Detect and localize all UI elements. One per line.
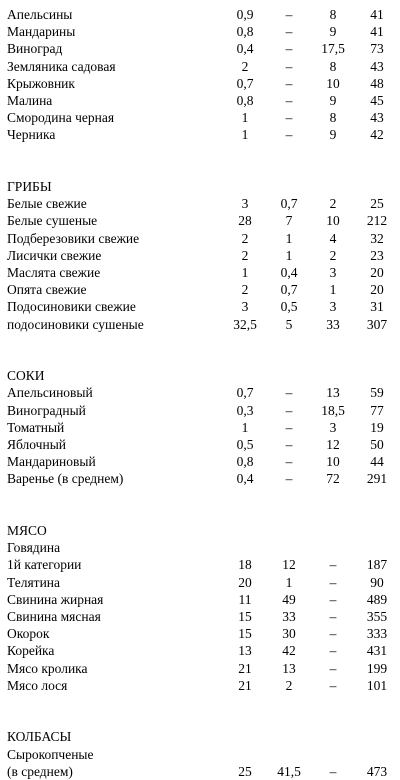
product-name: Мясо лося bbox=[7, 677, 68, 693]
table-row bbox=[0, 625, 400, 642]
value-cell-v1: 15 bbox=[238, 626, 252, 642]
value-cell-v3: 3 bbox=[329, 419, 337, 435]
product-name: Апельсины bbox=[7, 7, 73, 22]
value-cell-v2: – bbox=[285, 419, 293, 435]
product-name: Смородина черная bbox=[7, 110, 115, 126]
product-name: Мандариновый bbox=[7, 454, 96, 470]
value-cell-v1: 2 bbox=[241, 247, 249, 263]
value-cell-v1: 13 bbox=[238, 643, 252, 659]
value-cell-v4: 42 bbox=[370, 127, 384, 143]
value-cell-v3: 9 bbox=[329, 127, 337, 143]
value-cell-v2: – bbox=[285, 471, 293, 487]
product-name: Сырокопченые bbox=[7, 746, 94, 762]
table-row bbox=[0, 436, 400, 453]
product-name: (в среднем) bbox=[7, 763, 73, 779]
table-row bbox=[0, 763, 400, 780]
value-cell-v1: 3 bbox=[241, 299, 249, 315]
product-name: Земляника садовая bbox=[7, 58, 116, 74]
value-cell-v3: 10 bbox=[326, 213, 340, 229]
product-name: Малина bbox=[7, 93, 53, 108]
value-cell-v4: 73 bbox=[370, 41, 384, 57]
section-heading bbox=[0, 522, 400, 539]
product-name: Свинина мясная bbox=[7, 609, 101, 624]
value-cell-v2: – bbox=[285, 127, 293, 143]
value-cell-v2: 7 bbox=[285, 213, 293, 229]
value-cell-v3: 12 bbox=[326, 437, 340, 452]
value-cell-v2: 1 bbox=[285, 574, 293, 590]
table-row bbox=[0, 470, 400, 487]
value-cell-v2: – bbox=[285, 385, 293, 401]
value-cell-v3: 8 bbox=[329, 110, 337, 126]
value-cell-v3: – bbox=[329, 763, 337, 779]
value-cell-v3: – bbox=[329, 660, 337, 676]
value-cell-v1: 0,7 bbox=[236, 385, 254, 401]
value-cell-v2: – bbox=[285, 437, 293, 452]
table-row bbox=[0, 40, 400, 57]
table-row bbox=[0, 23, 400, 40]
value-cell-v1: 0,8 bbox=[236, 24, 254, 40]
table-row bbox=[0, 6, 400, 23]
value-cell-v2: 2 bbox=[285, 677, 293, 693]
value-cell-v2: 5 bbox=[285, 316, 293, 332]
product-name: Маслята свежие bbox=[7, 265, 101, 280]
value-cell-v4: 43 bbox=[370, 110, 384, 126]
value-cell-v3: 8 bbox=[329, 58, 337, 74]
value-cell-v4: 212 bbox=[366, 213, 388, 229]
section-heading-text: ГРИБЫ bbox=[7, 179, 52, 194]
value-cell-v3: 8 bbox=[329, 7, 337, 22]
value-cell-v4: 489 bbox=[366, 591, 388, 607]
value-cell-v3: – bbox=[329, 609, 337, 624]
section-heading-text: МЯСО bbox=[7, 523, 47, 538]
product-name: Яблочный bbox=[7, 437, 66, 452]
value-cell-v2: 33 bbox=[282, 609, 296, 624]
value-cell-v3: 33 bbox=[326, 316, 340, 332]
table-row bbox=[0, 230, 400, 247]
value-cell-v3: 3 bbox=[329, 265, 337, 280]
value-cell-v4: 101 bbox=[366, 677, 388, 693]
value-cell-v2: 0,5 bbox=[280, 299, 298, 315]
value-cell-v3: 9 bbox=[329, 93, 337, 108]
value-cell-v2: – bbox=[285, 24, 293, 40]
value-cell-v4: 355 bbox=[366, 609, 388, 624]
table-row bbox=[0, 402, 400, 419]
value-cell-v3: 2 bbox=[329, 196, 337, 212]
value-cell-v2: 12 bbox=[282, 557, 296, 573]
table-row bbox=[0, 453, 400, 470]
section-heading bbox=[0, 728, 400, 745]
value-cell-v3: – bbox=[329, 574, 337, 590]
value-cell-v1: 2 bbox=[241, 282, 249, 298]
value-cell-v4: 307 bbox=[366, 316, 388, 332]
value-cell-v3: 1 bbox=[329, 282, 337, 298]
table-row bbox=[0, 109, 400, 126]
value-cell-v4: 431 bbox=[366, 643, 388, 659]
value-cell-v2: 0,7 bbox=[280, 196, 298, 212]
product-name: Белые сушеные bbox=[7, 213, 98, 229]
value-cell-v4: 32 bbox=[370, 230, 384, 246]
value-cell-v1: 3 bbox=[241, 196, 249, 212]
value-cell-v1: 1 bbox=[241, 110, 249, 126]
table-row bbox=[0, 247, 400, 264]
section-heading-text: СОКИ bbox=[7, 368, 45, 384]
value-cell-v4: 19 bbox=[370, 419, 384, 435]
value-cell-v3: 17,5 bbox=[321, 41, 345, 57]
value-cell-v2: – bbox=[285, 75, 293, 91]
value-cell-v3: 3 bbox=[329, 299, 337, 315]
value-cell-v3: 10 bbox=[326, 75, 340, 91]
table-row bbox=[0, 126, 400, 143]
value-cell-v4: 41 bbox=[370, 7, 384, 22]
value-cell-v1: 0,5 bbox=[236, 437, 254, 452]
value-cell-v4: 333 bbox=[366, 626, 388, 642]
product-name: Томатный bbox=[7, 419, 65, 435]
value-cell-v2: 0,7 bbox=[280, 282, 298, 298]
value-cell-v2: 41,5 bbox=[277, 763, 301, 779]
value-cell-v1: 20 bbox=[238, 574, 252, 590]
table-row bbox=[0, 591, 400, 608]
value-cell-v3: 10 bbox=[326, 454, 340, 470]
value-cell-v4: 50 bbox=[370, 437, 384, 452]
value-cell-v2: – bbox=[285, 58, 293, 74]
product-name: Крыжовник bbox=[7, 75, 75, 91]
value-cell-v4: 77 bbox=[370, 402, 384, 418]
table-row bbox=[0, 660, 400, 677]
value-cell-v4: 44 bbox=[370, 454, 384, 470]
value-cell-v1: 18 bbox=[238, 557, 252, 573]
value-cell-v4: 31 bbox=[370, 299, 384, 315]
value-cell-v1: 32,5 bbox=[233, 316, 257, 332]
table-row bbox=[0, 195, 400, 212]
table-row bbox=[0, 75, 400, 92]
value-cell-v2: 30 bbox=[282, 626, 296, 642]
table-row bbox=[0, 281, 400, 298]
value-cell-v2: 1 bbox=[285, 247, 293, 263]
table-row bbox=[0, 419, 400, 436]
product-name: Подберезовики свежие bbox=[7, 230, 140, 246]
value-cell-v1: 1 bbox=[241, 265, 249, 280]
table-row bbox=[0, 264, 400, 281]
product-name: Говядина bbox=[7, 540, 61, 556]
table-row bbox=[0, 746, 400, 763]
value-cell-v1: 0,7 bbox=[236, 75, 254, 91]
table-row bbox=[0, 92, 400, 109]
value-cell-v4: 473 bbox=[366, 763, 388, 779]
value-cell-v4: 20 bbox=[370, 282, 384, 298]
product-name: Виноградный bbox=[7, 402, 86, 418]
value-cell-v1: 11 bbox=[238, 591, 252, 607]
product-name: Телятина bbox=[7, 574, 61, 590]
product-name: Окорок bbox=[7, 626, 50, 642]
value-cell-v1: 0,4 bbox=[236, 41, 254, 57]
value-cell-v2: 49 bbox=[282, 591, 296, 607]
value-cell-v2: – bbox=[285, 454, 293, 470]
product-name: Мандарины bbox=[7, 24, 76, 40]
value-cell-v4: 291 bbox=[366, 471, 388, 487]
section-heading-text: КОЛБАСЫ bbox=[7, 729, 72, 745]
value-cell-v2: 13 bbox=[282, 660, 296, 676]
section-heading bbox=[0, 367, 400, 384]
value-cell-v3: – bbox=[329, 557, 337, 573]
value-cell-v2: – bbox=[285, 402, 293, 418]
value-cell-v2: 0,4 bbox=[280, 265, 298, 280]
value-cell-v4: 187 bbox=[366, 557, 388, 573]
value-cell-v1: 25 bbox=[238, 763, 252, 779]
product-name: Лисички свежие bbox=[7, 247, 102, 263]
value-cell-v1: 2 bbox=[241, 230, 249, 246]
value-cell-v4: 43 bbox=[370, 58, 384, 74]
product-name: Апельсиновый bbox=[7, 385, 93, 401]
value-cell-v4: 41 bbox=[370, 24, 384, 40]
value-cell-v2: – bbox=[285, 7, 293, 22]
section-heading bbox=[0, 178, 400, 195]
value-cell-v4: 23 bbox=[370, 247, 384, 263]
value-cell-v3: 2 bbox=[329, 247, 337, 263]
value-cell-v1: 0,4 bbox=[236, 471, 254, 487]
value-cell-v4: 25 bbox=[370, 196, 384, 212]
table-row bbox=[0, 539, 400, 556]
table-row bbox=[0, 384, 400, 401]
table-row bbox=[0, 556, 400, 573]
product-name: Виноград bbox=[7, 41, 63, 57]
product-name: Корейка bbox=[7, 643, 55, 659]
value-cell-v1: 0,3 bbox=[236, 402, 254, 418]
value-cell-v1: 2 bbox=[241, 58, 249, 74]
value-cell-v4: 20 bbox=[370, 265, 384, 280]
product-name: Белые свежие bbox=[7, 196, 87, 212]
value-cell-v1: 21 bbox=[238, 660, 252, 676]
product-name: Свинина жирная bbox=[7, 591, 104, 607]
table-row bbox=[0, 677, 400, 694]
table-row bbox=[0, 298, 400, 315]
table-row bbox=[0, 316, 400, 333]
value-cell-v1: 0,8 bbox=[236, 93, 254, 108]
value-cell-v2: – bbox=[285, 41, 293, 57]
value-cell-v2: 42 bbox=[282, 643, 296, 659]
value-cell-v1: 1 bbox=[241, 419, 249, 435]
value-cell-v2: 1 bbox=[285, 230, 293, 246]
table-row bbox=[0, 574, 400, 591]
value-cell-v3: 18,5 bbox=[321, 402, 345, 418]
value-cell-v4: 45 bbox=[370, 93, 384, 108]
value-cell-v3: – bbox=[329, 677, 337, 693]
value-cell-v2: – bbox=[285, 110, 293, 126]
table-row bbox=[0, 212, 400, 229]
value-cell-v1: 0,9 bbox=[236, 7, 254, 22]
product-name: Мясо кролика bbox=[7, 660, 88, 676]
value-cell-v3: 4 bbox=[329, 230, 337, 246]
value-cell-v2: – bbox=[285, 93, 293, 108]
value-cell-v3: – bbox=[329, 626, 337, 642]
value-cell-v1: 21 bbox=[238, 677, 252, 693]
product-name: Черника bbox=[7, 127, 56, 143]
value-cell-v3: 72 bbox=[326, 471, 340, 487]
product-name: Варенье (в среднем) bbox=[7, 471, 124, 487]
value-cell-v3: 13 bbox=[326, 385, 340, 401]
table-row bbox=[0, 608, 400, 625]
value-cell-v3: – bbox=[329, 643, 337, 659]
product-name: 1й категории bbox=[7, 557, 82, 573]
value-cell-v3: – bbox=[329, 591, 337, 607]
value-cell-v1: 1 bbox=[241, 127, 249, 143]
product-name: подосиновики сушеные bbox=[7, 316, 144, 332]
value-cell-v4: 59 bbox=[370, 385, 384, 401]
table-row bbox=[0, 58, 400, 75]
product-name: Подосиновики свежие bbox=[7, 299, 136, 315]
value-cell-v4: 90 bbox=[370, 574, 384, 590]
value-cell-v4: 199 bbox=[366, 660, 388, 676]
product-name: Опята свежие bbox=[7, 282, 87, 298]
value-cell-v3: 9 bbox=[329, 24, 337, 40]
value-cell-v1: 0,8 bbox=[236, 454, 254, 470]
value-cell-v4: 48 bbox=[370, 75, 384, 91]
value-cell-v1: 28 bbox=[238, 213, 252, 229]
table-row bbox=[0, 642, 400, 659]
value-cell-v1: 15 bbox=[238, 609, 252, 624]
